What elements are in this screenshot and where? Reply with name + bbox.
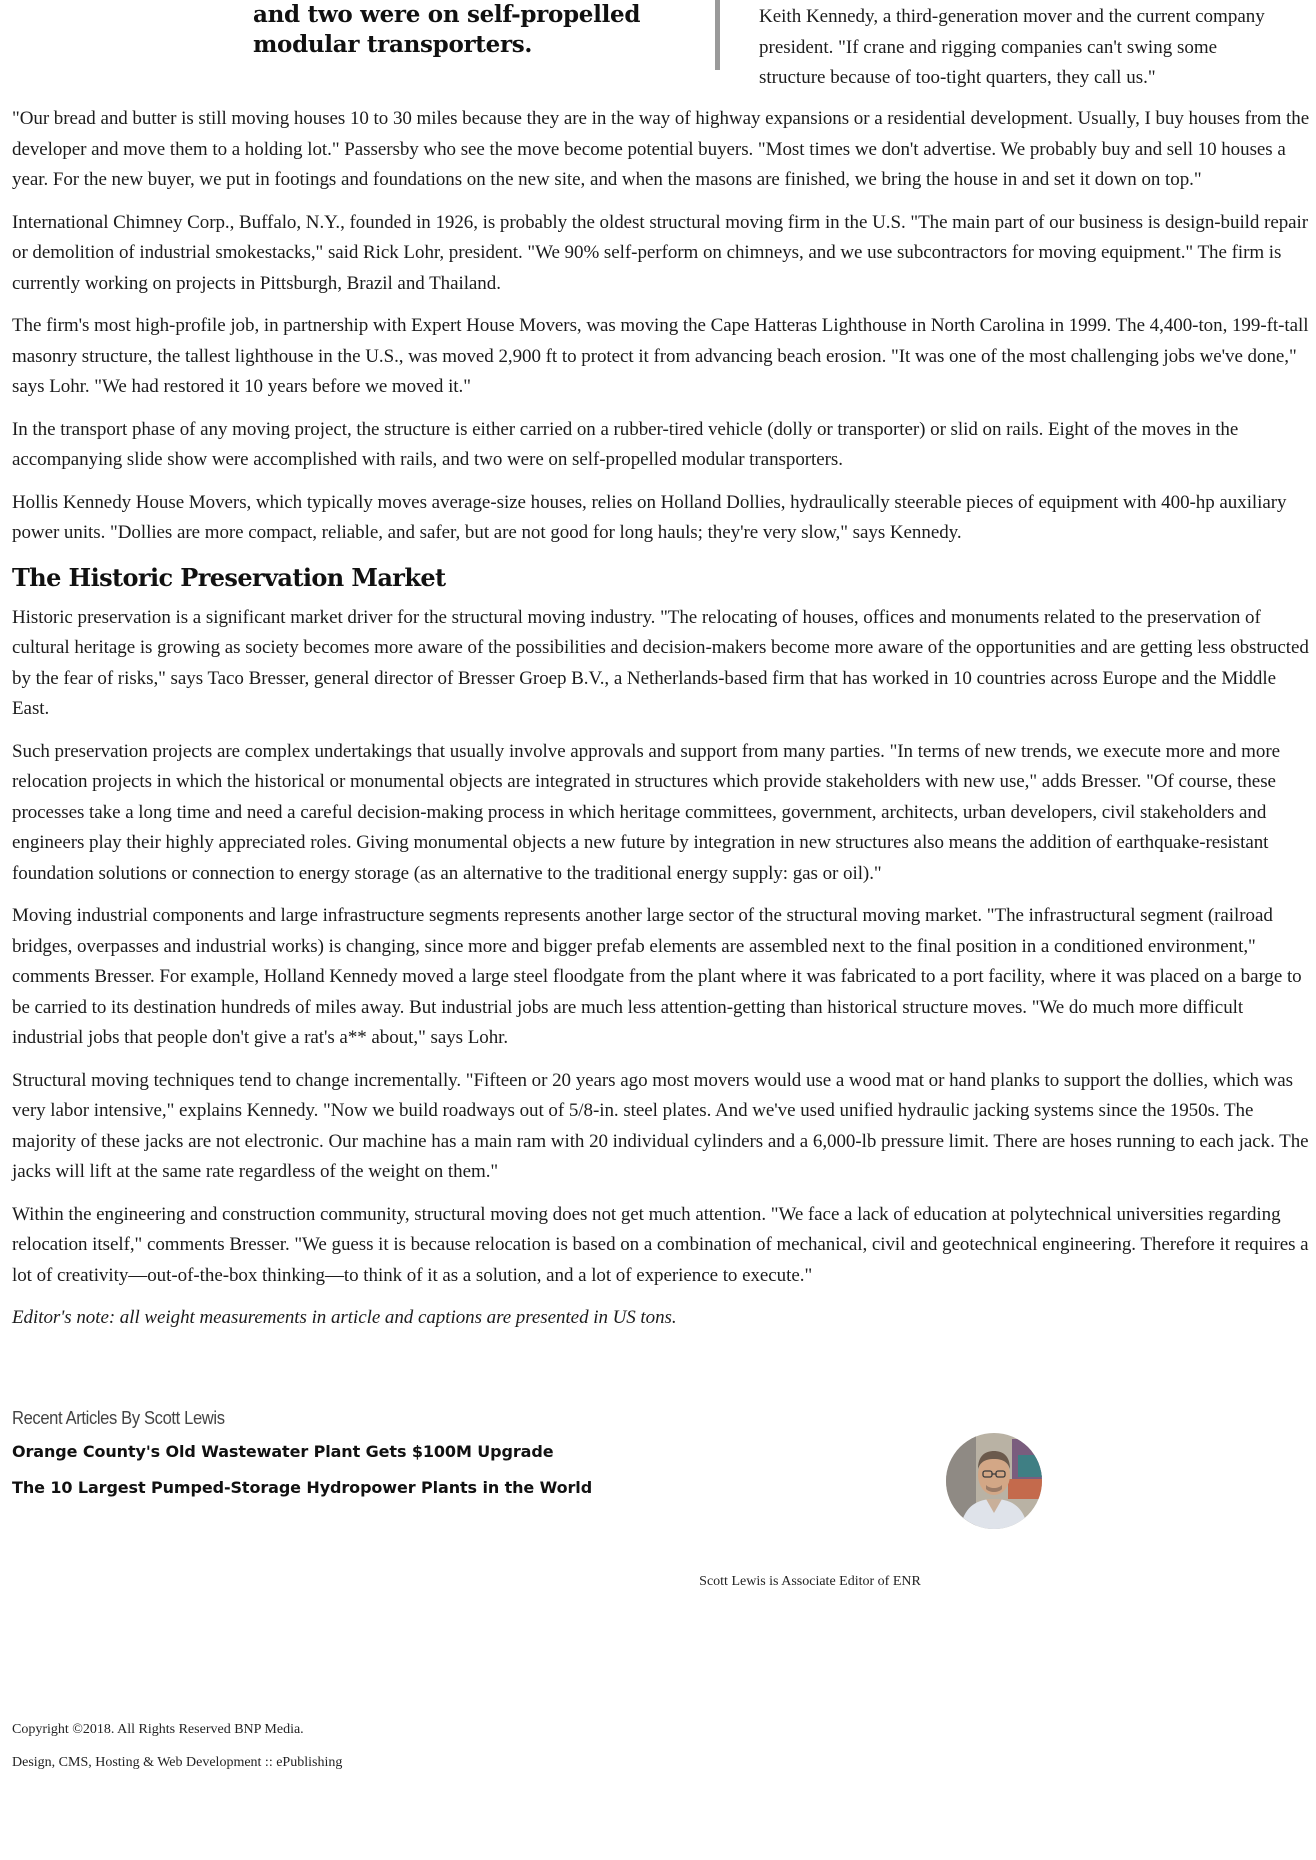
- pull-quote-divider: [715, 0, 720, 70]
- recent-articles-heading: Recent Articles By Scott Lewis: [12, 1408, 225, 1428]
- article-paragraph: Moving industrial components and large infrastructure segments represents another large sector of the structural moving market. "The infrastructural segment (railroad bridges, overpasses and industrial works) is changing, since more and bigger prefab elements are assembled next to the final position in a conditioned environment," comments Bresser. For example, Holland Kennedy moved a large steel floodgate from the plant where it was fabricated to a port facility, where it was placed on a barge to be carried to its destination hundreds of miles away. But industrial jobs are much less attention-getting than historical structure moves. "We do much more difficult industrial jobs that people don't give a rat's a** about," says Lohr.: [12, 905, 1302, 1048]
- article-body: [12, 104, 1312, 1346]
- article-paragraph: "Our bread and butter is still moving houses 10 to 30 miles because they are in the way of highway expansions or a residential development. Usually, I buy houses from the developer and move them to a holding lot." Passersby who see the move become potential buyers. "Most times we don't advertise. We probably buy and sell 10 houses a year. For the new buyer, we put in footings and foundations on the new site, and when the masons are finished, we bring the house in and set it down on top.": [12, 108, 1310, 190]
- article-paragraph: International Chimney Corp., Buffalo, N.Y., founded in 1926, is probably the oldest structural moving firm in the U.S. "The main part of our business is design-build repair or demolition of industrial smokestacks," said Rick Lohr, president. "We 90% self-perform on chimneys, and we use subcontractors for moving equipment." The firm is currently working on projects in Pittsburgh, Brazil and Thailand.: [12, 211, 1309, 294]
- article-paragraph: The firm's most high-profile job, in partnership with Expert House Movers, was moving the Cape Hatteras Lighthouse in North Carolina in 1999. The 4,400-ton, 199-ft-tall masonry structure, the tallest lighthouse in the U.S., was moved 2,900 ft to protect it from advancing beach erosion. "It was one of the most challenging jobs we've done," says Lohr. "We had restored it 10 years before we moved it.": [12, 315, 1309, 397]
- author-bio: Scott Lewis is Associate Editor of ENR: [699, 1574, 921, 1589]
- article-paragraph: Within the engineering and construction community, structural moving does not get much attention. "We face a lack of education at polytechnical universities regarding relocation itself," comments Bresser. "We guess it is because relocation is based on a combination of mechanical, civil and geotechnical engineering. Therefore it requires a lot of creativity—out-of-the-box thinking—to think of it as a solution, and a lot of experience to execute.": [12, 1203, 1309, 1286]
- article-paragraph: In the transport phase of any moving project, the structure is either carried on a rubber-tired vehicle (dolly or transporter) or slid on rails. Eight of the moves in the accompanying slide show were accomplished with rails, and two were on self-propelled modular transporters.: [12, 418, 1239, 470]
- continued-column-text: Keith Kennedy, a third-generation mover and the current company president. "If crane and rigging companies can't swing some structure because of too-tight quarters, they call us.": [759, 6, 1265, 88]
- article-paragraph: Hollis Kennedy House Movers, which typically moves average-size houses, relies on Holland Dollies, hydraulically steerable pieces of equipment with 400-hp auxiliary power units. "Dollies are more compact, reliable, and safer, but are not good for long hauls; they're very slow," says Kennedy.: [12, 491, 1287, 543]
- copyright-text: Copyright ©2018. All Rights Reserved BNP Media.: [12, 1722, 304, 1737]
- article-paragraph: Such preservation projects are complex undertakings that usually involve approvals and support from many parties. "In terms of new trends, we execute more and more relocation projects in which the historical or monumental objects are integrated in structures which provide stakeholders with new use," adds Bresser. "Of course, these processes take a long time and need a careful decision-making process in which heritage committees, government, architects, urban developers, civil stakeholders and engineers play their highly appreciated roles. Giving monumental objects a new future by integration in new structures also means the addition of earthquake-resistant foundation solutions or connection to energy storage (as an alternative to the traditional energy supply: gas or oil).": [12, 740, 1281, 884]
- author-avatar[interactable]: [946, 1433, 1042, 1529]
- section-heading: The Historic Preservation Market: [12, 562, 446, 592]
- article-paragraph: Historic preservation is a significant market driver for the structural moving industry. "The relocating of houses, offices and monuments related to the preservation of cultural heritage is growing as society becomes more aware of the possibilities and decision-makers become more aware of the opportunities and are getting less obstructed by the fear of risks," says Taco Bresser, general director of Bresser Groep B.V., a Netherlands-based firm that has worked in 10 countries across Europe and the Middle East.: [12, 606, 1309, 719]
- author-portrait-image: [946, 1433, 1042, 1529]
- recent-article-link[interactable]: The 10 Largest Pumped-Storage Hydropower Plants in the World: [12, 1478, 593, 1497]
- article-paragraph: Structural moving techniques tend to change incrementally. "Fifteen or 20 years ago most movers would use a wood mat or hand planks to support the dollies, which was very labor intensive," explains Kennedy. "Now we build roadways out of 5/8-in. steel plates. And we've used unified hydraulic jacking systems since the 1950s. The majority of these jacks are not electronic. Our machine has a main ram with 20 individual cylinders and a 6,000-lb pressure limit. There are hoses running to each jack. The jacks will lift at the same rate regardless of the weight on them.": [12, 1069, 1309, 1182]
- recent-articles: [12, 1408, 772, 1513]
- pull-quote: and two were on self-propelled modular transporters.: [253, 1, 641, 58]
- recent-article-link[interactable]: Orange County's Old Wastewater Plant Gets $100M Upgrade: [12, 1442, 554, 1461]
- page-footer: [12, 1720, 712, 1786]
- credit-text: Design, CMS, Hosting & Web Development :: ePublishing: [12, 1755, 343, 1770]
- editors-note: Editor's note: all weight measurements in article and captions are presented in US tons.: [12, 1307, 677, 1328]
- pull-quote-area: [0, 0, 1316, 110]
